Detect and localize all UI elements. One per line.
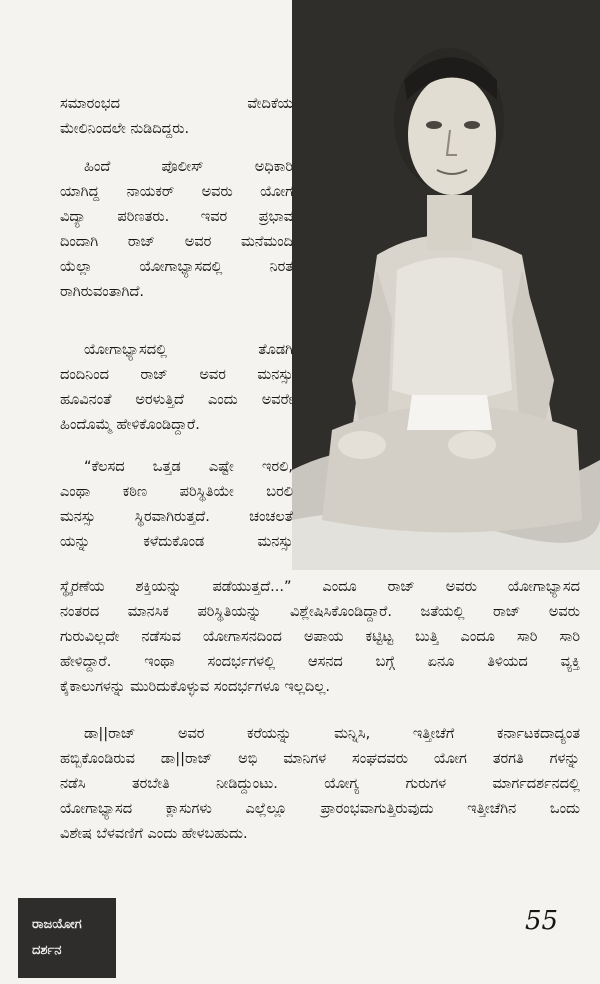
text-line: ಮೇಲಿನಿಂದಲೇ ನುಡಿದಿದ್ದರು. — [60, 121, 190, 137]
text-line: ನಡೆಸಿ ತರಬೇತಿ ನೀಡಿದ್ದುಂಟು. ಯೋಗ್ಯ ಗುರುಗಳ ಮಾರ್ಗದರ್ಶನದಲ್ಲಿ — [60, 776, 580, 792]
text-line: ಎಂಥಾ ಕಠಿಣ ಪರಿಸ್ಥಿತಿಯೇ ಬರಲಿ — [60, 484, 293, 500]
text-line: ರಾಗಿರುವಂತಾಗಿದೆ. — [60, 284, 145, 300]
text-line: ದಿಂದಾಗಿ ರಾಜ್ ಅವರ ಮನೆಮಂದಿ — [60, 234, 293, 250]
text-line: ಯನ್ನು ಕಳೆದುಕೊಂಡ ಮನಸ್ಸು — [60, 534, 293, 550]
text-line: ಯೋಗಾಭ್ಯಾಸದ ಕ್ಲಾಸುಗಳು ಎಲ್ಲೆಲ್ಲೂ ಪ್ರಾರಂಭವಾಗುತ್ತಿರುವುದು ಇತ್ತೀಚೆಗಿನ ಒಂದು — [60, 801, 580, 817]
fan-club-paragraph — [60, 722, 580, 847]
text-line: ಹಿಂದೆ ಪೊಲೀಸ್ ಅಧಿಕಾರಿ — [84, 159, 293, 175]
text-line: ಮನಸ್ಸು ಸ್ಥಿರವಾಗಿರುತ್ತದೆ. ಚಂಚಲತೆ — [60, 509, 293, 525]
text-line: ಸಮಾರಂಭದ ವೇದಿಕೆಯ — [60, 96, 293, 112]
yoga-photo — [292, 0, 600, 570]
text-line: ಹಿಂದೊಮ್ಮೆ ಹೇಳಿಕೊಂಡಿದ್ದಾರೆ. — [60, 417, 200, 433]
text-line: ದಂದಿನಿಂದ ರಾಜ್ ಅವರ ಮನಸ್ಸು — [60, 367, 293, 383]
text-line: ಹಬ್ಬಿಕೊಂಡಿರುವ ಡಾ||ರಾಜ್ ಅಭಿ ಮಾನಿಗಳ ಸಂಘದವರು ಯೋಗ ತರಗತಿ ಗಳನ್ನು — [60, 751, 580, 767]
text-line: ಯೆಲ್ಲಾ ಯೋಗಾಭ್ಯಾಸದಲ್ಲಿ ನಿರತ — [60, 259, 293, 275]
police-officer-paragraph — [60, 155, 293, 305]
mind-blossom-paragraph — [60, 338, 293, 438]
text-line: ಡಾ||ರಾಜ್ ಅವರ ಕರೆಯನ್ನು ಮನ್ನಿಸಿ, ಇತ್ತೀಚೆಗೆ ಕರ್ನಾಟಕದಾದ್ಯಂತ — [84, 726, 580, 742]
text-line: “ಕೆಲಸದ ಒತ್ತಡ ಎಷ್ಟೇ ಇರಲಿ, — [84, 459, 293, 475]
text-line: ನಂತರದ ಮಾನಸಿಕ ಪರಿಸ್ಥಿತಿಯನ್ನು ವಿಶ್ಲೇಷಿಸಿಕೊಂಡಿದ್ದಾರೆ. ಜತೆಯಲ್ಲಿ ರಾಜ್ ಅವರು — [60, 604, 580, 620]
page-number: 55 — [525, 906, 559, 936]
text-line: ಯಾಗಿದ್ದ ನಾಯಕರ್ ಅವರು ಯೋಗ — [60, 184, 293, 200]
text-line: ಯೋಗಾಭ್ಯಾಸದಲ್ಲಿ ತೊಡಗಿ — [84, 342, 293, 358]
text-line: ವಿಶೇಷ ಬೆಳವಣಿಗೆ ಎಂದು ಹೇಳಬಹುದು. — [60, 826, 248, 842]
text-line: ಹೇಳಿದ್ದಾರೆ. ಇಂಥಾ ಸಂದರ್ಭಗಳಲ್ಲಿ ಆಸನದ ಬಗ್ಗೆ ಏನೂ ತಿಳಿಯದ ವ್ಯಕ್ತಿ — [60, 654, 580, 670]
badge-line: ರಾಜಯೋಗ — [32, 917, 82, 932]
text-line: ವಿದ್ಯಾ ಪರಿಣತರು. ಇವರ ಪ್ರಭಾವ — [60, 209, 293, 225]
text-line: ಗುರುವಿಲ್ಲದೇ ನಡೆಸುವ ಯೋಗಾಸನದಿಂದ ಅಪಾಯ ಕಟ್ಟಿಟ್ಟ ಬುತ್ತಿ ಎಂದೂ ಸಾರಿ ಸಾರಿ — [60, 629, 580, 645]
seated-man-illustration — [292, 0, 600, 570]
text-line: ಹೂವಿನಂತೆ ಅರಳುತ್ತಿದೆ ಎಂದು ಅವರೇ — [60, 392, 293, 408]
quote-paragraph — [60, 455, 293, 555]
book-title-badge — [18, 898, 116, 978]
text-line: ಸ್ಥೈರಣೆಯ ಶಕ್ತಿಯನ್ನು ಪಡೆಯುತ್ತದೆ...” ಎಂದೂ ರಾಜ್ ಅವರು ಯೋಗಾಭ್ಯಾಸದ — [60, 579, 580, 595]
quote-continuation-paragraph — [60, 575, 580, 700]
badge-line: ದರ್ಶನ — [32, 943, 62, 958]
text-line: ಕೈಕಾಲುಗಳನ್ನು ಮುರಿದುಕೊಳ್ಳುವ ಸಂದರ್ಭಗಳೂ ಇಲ್ಲದಿಲ್ಲ. — [60, 679, 330, 695]
intro-paragraph-end — [60, 92, 293, 142]
